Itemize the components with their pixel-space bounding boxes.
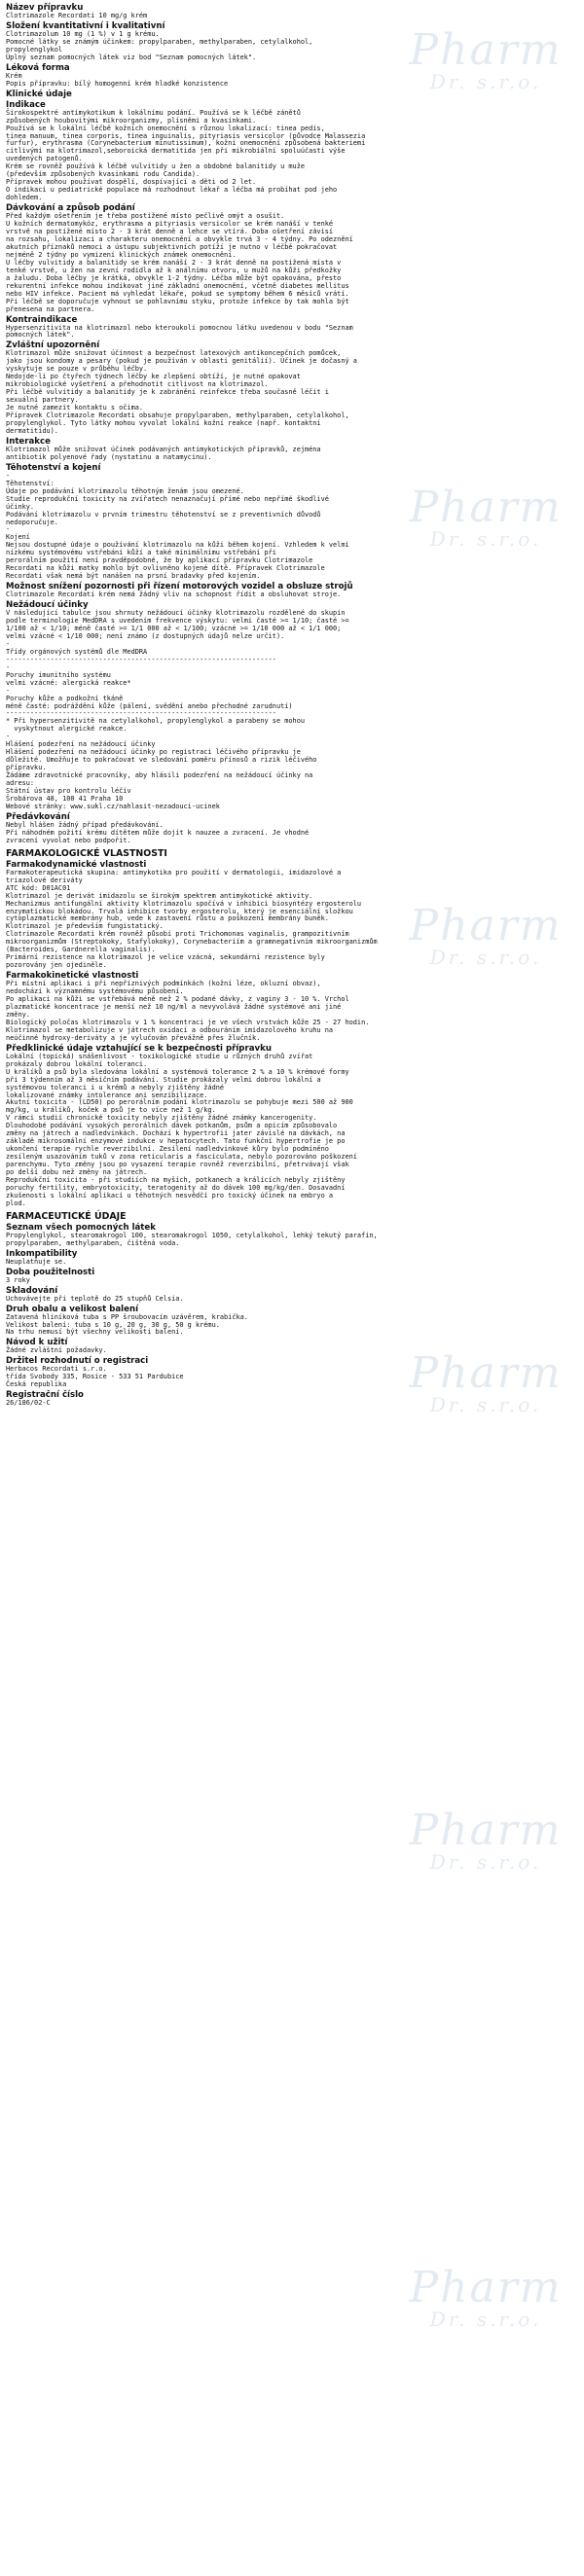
section-heading: Druh obalu a velikost balení bbox=[6, 1304, 139, 1314]
section-heading: Dávkování a způsob podání bbox=[6, 203, 135, 214]
section-text: Před každým ošetřením je třeba postižené místo pečlivě omýt a osušit. U kožních dermatomykóz, erythrasma a pityriasis versicolor se krém nanáší v tenké vrstvě na postižené místo 2 - 3 krát denně a lehce se vtírá. Doba ošetření závisí na rozsahu, lokalizaci a charakteru onemocnění a obvykle trvá 3 - 4 týdny. Po odeznění akutních příznaků nemoci a ústupu subjektivních potíží je nutno v léčbě pokračovat nejméně 2 týdny po vymizení klinických známek onemocnění. U léčby vulvitidy a balanitidy se krém nanáší 2 - 3 krát denně na postižená místa v tenké vrstvě, u žen na zevní rodidla až k análnímu otvoru, u mužů na kůži předkožky a žaludu. Doba léčby je krátká, obvykle 1-2 týdny. Léčba může být opakována, přesto rekurentní infekce mohou indikovat jiné základní onemocnění, včetně diabetes mellitus nebo HIV infekce. Pacient má vyhledat lékaře, pokud se symptomy během 6 měsíců vrátí. Při léčbě se doporučuje vyhnout se pohlavnímu styku, protože infekce by tak mohla být přenesena na partnera. bbox=[6, 212, 353, 313]
watermark: Pharm Dr. s.r.o. bbox=[409, 901, 563, 969]
section-text: Farmakoterapeutická skupina: antimykotika pro použití v dermatologii, imidazolové a triazolové deriváty ATC kód: D01AC01 Klotrimazol je derivát imidazolu se širokým spektrem antimykotické aktivity. Mechanizmus antifungální aktivity klotrimazolu spočívá v inhibici biosyntézy ergosterolu enzymatickou blokádou. Trvalá inhibice tvorby ergosterolu, který je esenciální složkou cytoplazmatické membrány hub, vede k zastavení růstu a poškození membrány buněk. Klotrimazol je především fungistatický. Clotrimazole Recordati krém rovněž působí proti Trichomonas vaginalis, grampozitivním mikroorganizmům (Streptokoky, Stafylokoky), Corynebacteriím a gramnegativním mikroorganizmům (Bacteroides, Gardnerella vaginalis). Primární rezistence na klotrimazol je velice vzácná, sekundární rezistence byly pozorovány jen ojediněle. bbox=[6, 868, 378, 970]
section-heading: Interakce bbox=[6, 436, 51, 447]
section-heading: Inkompatibility bbox=[6, 1248, 78, 1259]
section-text: Clotrimazole Recordati 10 mg/g krém bbox=[6, 12, 148, 19]
section-text: Lokální (topická) snášenlivost - toxikologické studie u různých druhů zvířat prokázaly dobrou lokální toleranci. U králíků a psů byla sledována lokální a systémová tolerance 2 % a 10 % krémové formy při 3 týdenním až 3 měsíčním podávání. Studie prokázaly velmi dobrou lokální a systémovou toleranci i u krémů a nebyly zjištěny žádné lokalizované známky intolerance ani senzibilizace. Akutní toxicita - (LD50) po perorálním podání klotrimazolu se pohybuje mezi 500 až 900 mg/kg, u králíků, koček a psů je to více než 1 g/kg. V rámci studií chronické toxicity nebyly zjištěny žádné známky kancerogenity. Dlouhodobé podávání vysokých perorálních dávek potkanům, psům a opicím způsobovalo změny na játrech a nadledvinkách. Dochází k hypertrofii jater závislé na dávkách, na základě mikrosomální enzymové indukce v hepatocytech. Tato funkční hypertrofie je po ukončení terapie rychle reverzibilní. Zesílení nadledvinkové kůry bylo podmíněno zesíleným usazováním tuků v zona reticularis a fasciculata, nebylo pozorováno poškození parenchymu. Tyto změny jsou po vysazení terapie rovněž reverzibilní, přetrvávají však po delší dobu než změny na játrech. Reprodukční toxicita - při studiích na myších, potkanech a králících nebyly zjištěny poruchy fertility, embryotoxicity, teratogenity až do dávek 100 mg/kg/den. Dosavadní zkušenosti s lokální aplikací u těhotných nesvědčí pro toxický účinek na embryo a plod. bbox=[6, 1052, 357, 1207]
section-heading: FARMACEUTICKÉ ÚDAJE bbox=[6, 1210, 127, 1222]
section-text: Neuplatňuje se. bbox=[6, 1257, 67, 1266]
watermark: Pharm Dr. s.r.o. bbox=[409, 483, 563, 551]
section-text: Hypersenzitivita na klotrimazol nebo kteroukoli pomocnou látku uvedenou v bodu "Seznam pomocných látek". bbox=[6, 323, 353, 340]
section-heading: FARMAKOLOGICKÉ VLASTNOSTI bbox=[6, 847, 167, 859]
section-heading: Předávkování bbox=[6, 811, 70, 822]
section-heading: Doba použitelnosti bbox=[6, 1267, 95, 1277]
section-heading: Předklinické údaje vztahující se k bezpečnosti přípravku bbox=[6, 1043, 272, 1054]
section-text: - Těhotenství: Údaje po podávání klotrimazolu těhotným ženám jsou omezené. Studie reprodukční toxicity na zvířatech nenaznačují přímé nebo nepřímé škodlivé účinky. Podávání klotrimazolu v prvním trimestru těhotenství se z preventivních důvodů nedoporučuje. - Kojení Nejsou dostupné údaje o používání klotrimazolu na kůži během kojení. Vzhledem k velmi nízkému systémovému vstřebání kůží a také minimálnímu vstřebání při perorálním použití není pravděpodobné, že by aplikací přípravku Clotrimazole Recordati na kůži matky mohlo být ovlivněno kojené dítě. Přípravek Clotrimazole Recordati však nemá být nanášen na prsní bradavky před kojením. bbox=[6, 471, 349, 581]
section-heading: Název přípravku bbox=[6, 3, 84, 13]
section-heading: Farmakodynamické vlastnosti bbox=[6, 859, 147, 870]
section-heading: Těhotenství a kojení bbox=[6, 462, 101, 473]
section-text: Propylenglykol, stearomakrogol 100, stearomakrogol 1050, cetylalkohol, lehký tekutý parafin, propylparaben, methylparaben, čištěná voda. bbox=[6, 1231, 378, 1247]
section-heading: Farmakokinetické vlastnosti bbox=[6, 971, 139, 982]
section-heading: Složení kvantitativní i kvalitativní bbox=[6, 20, 165, 31]
watermark: Pharm Dr. s.r.o. bbox=[409, 1806, 563, 1874]
watermark: Pharm Dr. s.r.o. bbox=[409, 1348, 563, 1416]
section-heading: Kontraindikace bbox=[6, 314, 78, 325]
section-text: Herbacos Recordati s.r.o. třída Svobody 335, Rosice - 533 51 Pardubice Česká republika bbox=[6, 1365, 184, 1389]
section-heading: Indikace bbox=[6, 99, 46, 110]
section-text: Žádné zvláštní požadavky. bbox=[6, 1346, 107, 1355]
section-text: Clotrimazole Recordati krém nemá žádný vliv na schopnost řídit a obsluhovat stroje. bbox=[6, 590, 342, 599]
section-heading: Možnost snížení pozornosti při řízení motorových vozidel a obsluze strojů bbox=[6, 582, 353, 592]
section-text: Uchovávejte při teplotě do 25 stupňů Celsia. bbox=[6, 1294, 184, 1303]
section-text: 3 roky bbox=[6, 1275, 30, 1284]
section-heading: Seznam všech pomocných látek bbox=[6, 1222, 156, 1233]
section-text: Zatavená hliníková tuba s PP šroubovacím uzávěrem, krabička. Velikost balení: tuba s 10 g, 20 g, 30 g, 50 g krému. Na trhu nemusí být všechny velikosti balení. bbox=[6, 1312, 248, 1337]
section-heading: Registrační číslo bbox=[6, 1390, 84, 1401]
section-text: Klotrimazol může snižovat účinek podávaných antimykotických přípravků, zejména antibiotik polyenové řady (nystatinu a natamycinu). bbox=[6, 445, 321, 461]
section-text: Clotrimazolum 10 mg (1 %) v 1 g krému. Pomocné látky se známým účinkem: propylparaben, methylparaben, cetylalkohol, propylenglykol Úplný seznam pomocných látek viz bod "Seznam pomocných látek". bbox=[6, 29, 313, 61]
watermark: Pharm Dr. s.r.o. bbox=[409, 2263, 563, 2331]
section-heading: Držitel rozhodnutí o registraci bbox=[6, 1356, 149, 1367]
section-text: Krém Popis přípravku: bílý homogenní krém hladké konzistence bbox=[6, 71, 229, 88]
section-heading: Nežádoucí účinky bbox=[6, 600, 89, 611]
section-text: V následující tabulce jsou shrnuty nežádoucí účinky klotrimazolu rozdělené do skupin podle terminologie MedDRA s uvedením frekvence výskytu: velmi časté >= 1/10; časté >= 1/100 až < 1/10; méně časté >= 1/1 000 až < 1/100; vzácné >= 1/10 000 až < 1/1 000; velmi vzácné < 1/10 000; není známo (z dostupných údajů nelze určit). - Třídy orgánových systémů dle MedDRA ------------------------------------------------------------------- - Poruchy imunitního systému velmi vzácné: alergická reakce* - Poruchy kůže a podkožní tkáně méně časté: podráždění kůže (pálení, svědění anebo přechodné zarudnutí) ------------------------------------------------------------------- * Při hypersenzitivitě na cetylalkohol, propylenglykol a parabeny se mohou vyskytnout alergické reakce. - Hlášení podezření na nežádoucí účinky Hlášení podezření na nežádoucí účinky po registraci léčivého přípravku je důležité. Umožňuje to pokračovat ve sledování poměru přínosů a rizik léčivého přípravku. Žádáme zdravotnické pracovníky, aby hlásili podezření na nežádoucí účinky na adresu: Státní ústav pro kontrolu léčiv Šrobárova 48, 100 41 Praha 10 Webové stránky: www.sukl.cz/nahlasit-nezadouci-ucinek bbox=[6, 609, 349, 810]
section-text: Nebyl hlášen žádný případ předávkování. Při náhodném požití krému dítětem může dojít k nauzee a zvracení. Je vhodné zvracení vyvolat nebo podpořit. bbox=[6, 820, 310, 844]
section-heading: Skladování bbox=[6, 1285, 58, 1296]
section-text: 26/186/02-C bbox=[6, 1399, 51, 1408]
section-heading: Zvláštní upozornění bbox=[6, 340, 100, 351]
section-heading: Klinické údaje bbox=[6, 89, 72, 99]
section-heading: Léková forma bbox=[6, 62, 70, 73]
watermark: Pharm Dr. s.r.o. bbox=[409, 25, 563, 93]
section-text: Při místní aplikaci i při nepříznivých podmínkách (kožní léze, okluzní obvaz), nedochází k významnému systémovému působení. Po aplikaci na kůži se vstřebává méně než 2 % podané dávky, z vaginy 3 - 10 %. Vrchol plazmatické koncentrace je menší než 10 ng/ml a nevyvolává žádné systémové ani jiné změny. Biologický poločas klotrimazolu v 1 % koncentraci je ve všech vrstvách kůže 25 - 27 hodin. Klotrimazol se metabolizuje v játrech oxidací a odbouráním imidazolového kruhu na neúčinné hydroxy-deriváty a je vylučován převážně přes žlučník. bbox=[6, 980, 370, 1042]
section-text: Širokospektré antimykotikum k lokálnímu podání. Používá se k léčbě zánětů způsobených houbovitými mikroorganizmy, plísněmi a kvasinkami. Používá se k lokální léčbě kožních onemocnění s různou lokalizací: tinea pedis, tinea manuum, tinea corporis, tinea inguinalis, pityriasis versicolor (původce Malassezia furfur), erythrasma (Corynebacterium minutissimum), kožní onemocnění způsobená bakteriemi citlivými na klotrimazol,seboroická dermatitida jen při mikrobiální spoluúčasti výše uvedených patogenů. Krém se rovněž používá k léčbě vulvitidy u žen a obdobné balanitidy u muže (především způsobených kvasinkami rodu Candida). Přípravek mohou používat dospělí, dospívající a děti od 2 let. O indikaci u pediatrické populace má rozhodnout lékař a léčba má probíhat pod jeho dohledem. bbox=[6, 108, 366, 202]
section-heading: Návod k užití bbox=[6, 1338, 68, 1348]
section-text: Klotrimazol může snižovat účinnost a bezpečnost latexových antikoncepčních pomůcek, jako jsou kondomy a pesary (pokud je používán v oblasti genitálií). Účinek je dočasný a vyskytuje se pouze v průběhu léčby. Nedojde-li po čtyřech týdnech léčby ke zlepšení obtíží, je nutné opakovat mikrobiologické vyšetření a přehodnotit citlivost na klotrimazol. Při léčbě vulvitidy a balanitidy je k zabránění reinfekce třeba současně léčit i sexuální partnery. Je nutné zamezit kontaktu s očima. Přípravek Clotrimazole Recordati obsahuje propylparaben, methylparaben, cetylalkohol, propylenglykol. Tyto látky mohou vyvolat lokální kožní reakce (např. kontaktní dermatitidu). bbox=[6, 349, 357, 435]
